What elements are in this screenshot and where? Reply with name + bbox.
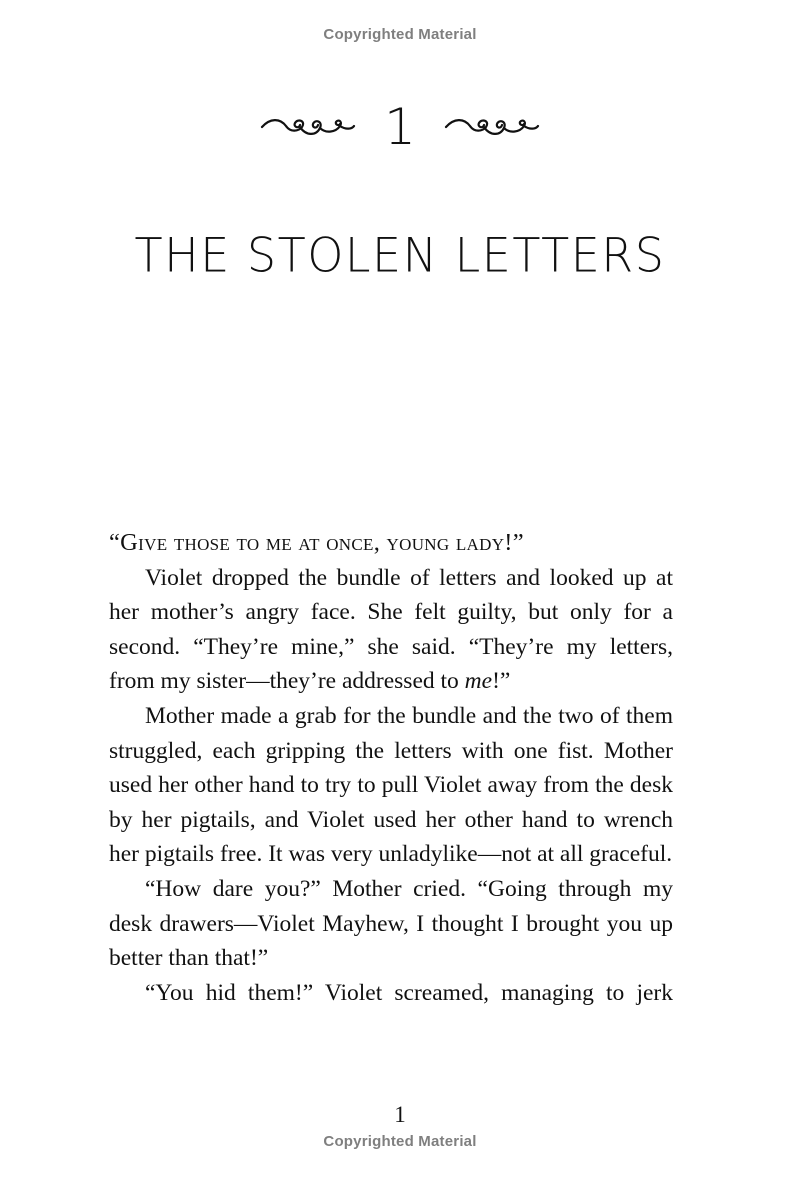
- flourish-icon: [444, 112, 540, 142]
- chapter-title: THE STOLEN LETTERS: [134, 227, 666, 283]
- chapter-body: [109, 526, 673, 1010]
- paragraph: “How dare you?” Mother cried. “Going through my desk drawers—Violet Mayhew, I thought I brought you up better than that!”: [109, 875, 673, 972]
- paragraph-opening: “Give those to me at once, young lady!”: [109, 529, 524, 556]
- copyright-notice-top: Copyrighted Material: [323, 26, 477, 43]
- paragraph: “You hid them!” Violet screamed, managing to jerk: [145, 979, 673, 1006]
- paragraph-text-end: !”: [492, 668, 511, 695]
- copyright-notice-bottom: Copyrighted Material: [323, 1133, 477, 1150]
- paragraph: [109, 561, 673, 699]
- chapter-number: 1: [384, 98, 416, 156]
- page-number: 1: [394, 1102, 406, 1127]
- flourish-icon: [260, 112, 356, 142]
- chapter-heading: [0, 92, 800, 162]
- paragraph-text: Violet dropped the bundle of letters and looked up at her mother’s angry face. She felt guilty, but only for a second. “They’re mine,” she said. “They’re my letters, from my sister—they’re addressed to: [109, 564, 673, 695]
- emphasis-text: me: [464, 668, 493, 695]
- paragraph: Mother made a grab for the bundle and the two of them struggled, each gripping the letters with one fist. Mother used her other hand to try to pull Violet away from the desk by her pigtails, and Violet used her other hand to wrench her pigtails free. It was very unladylike—not at all graceful.: [109, 702, 673, 868]
